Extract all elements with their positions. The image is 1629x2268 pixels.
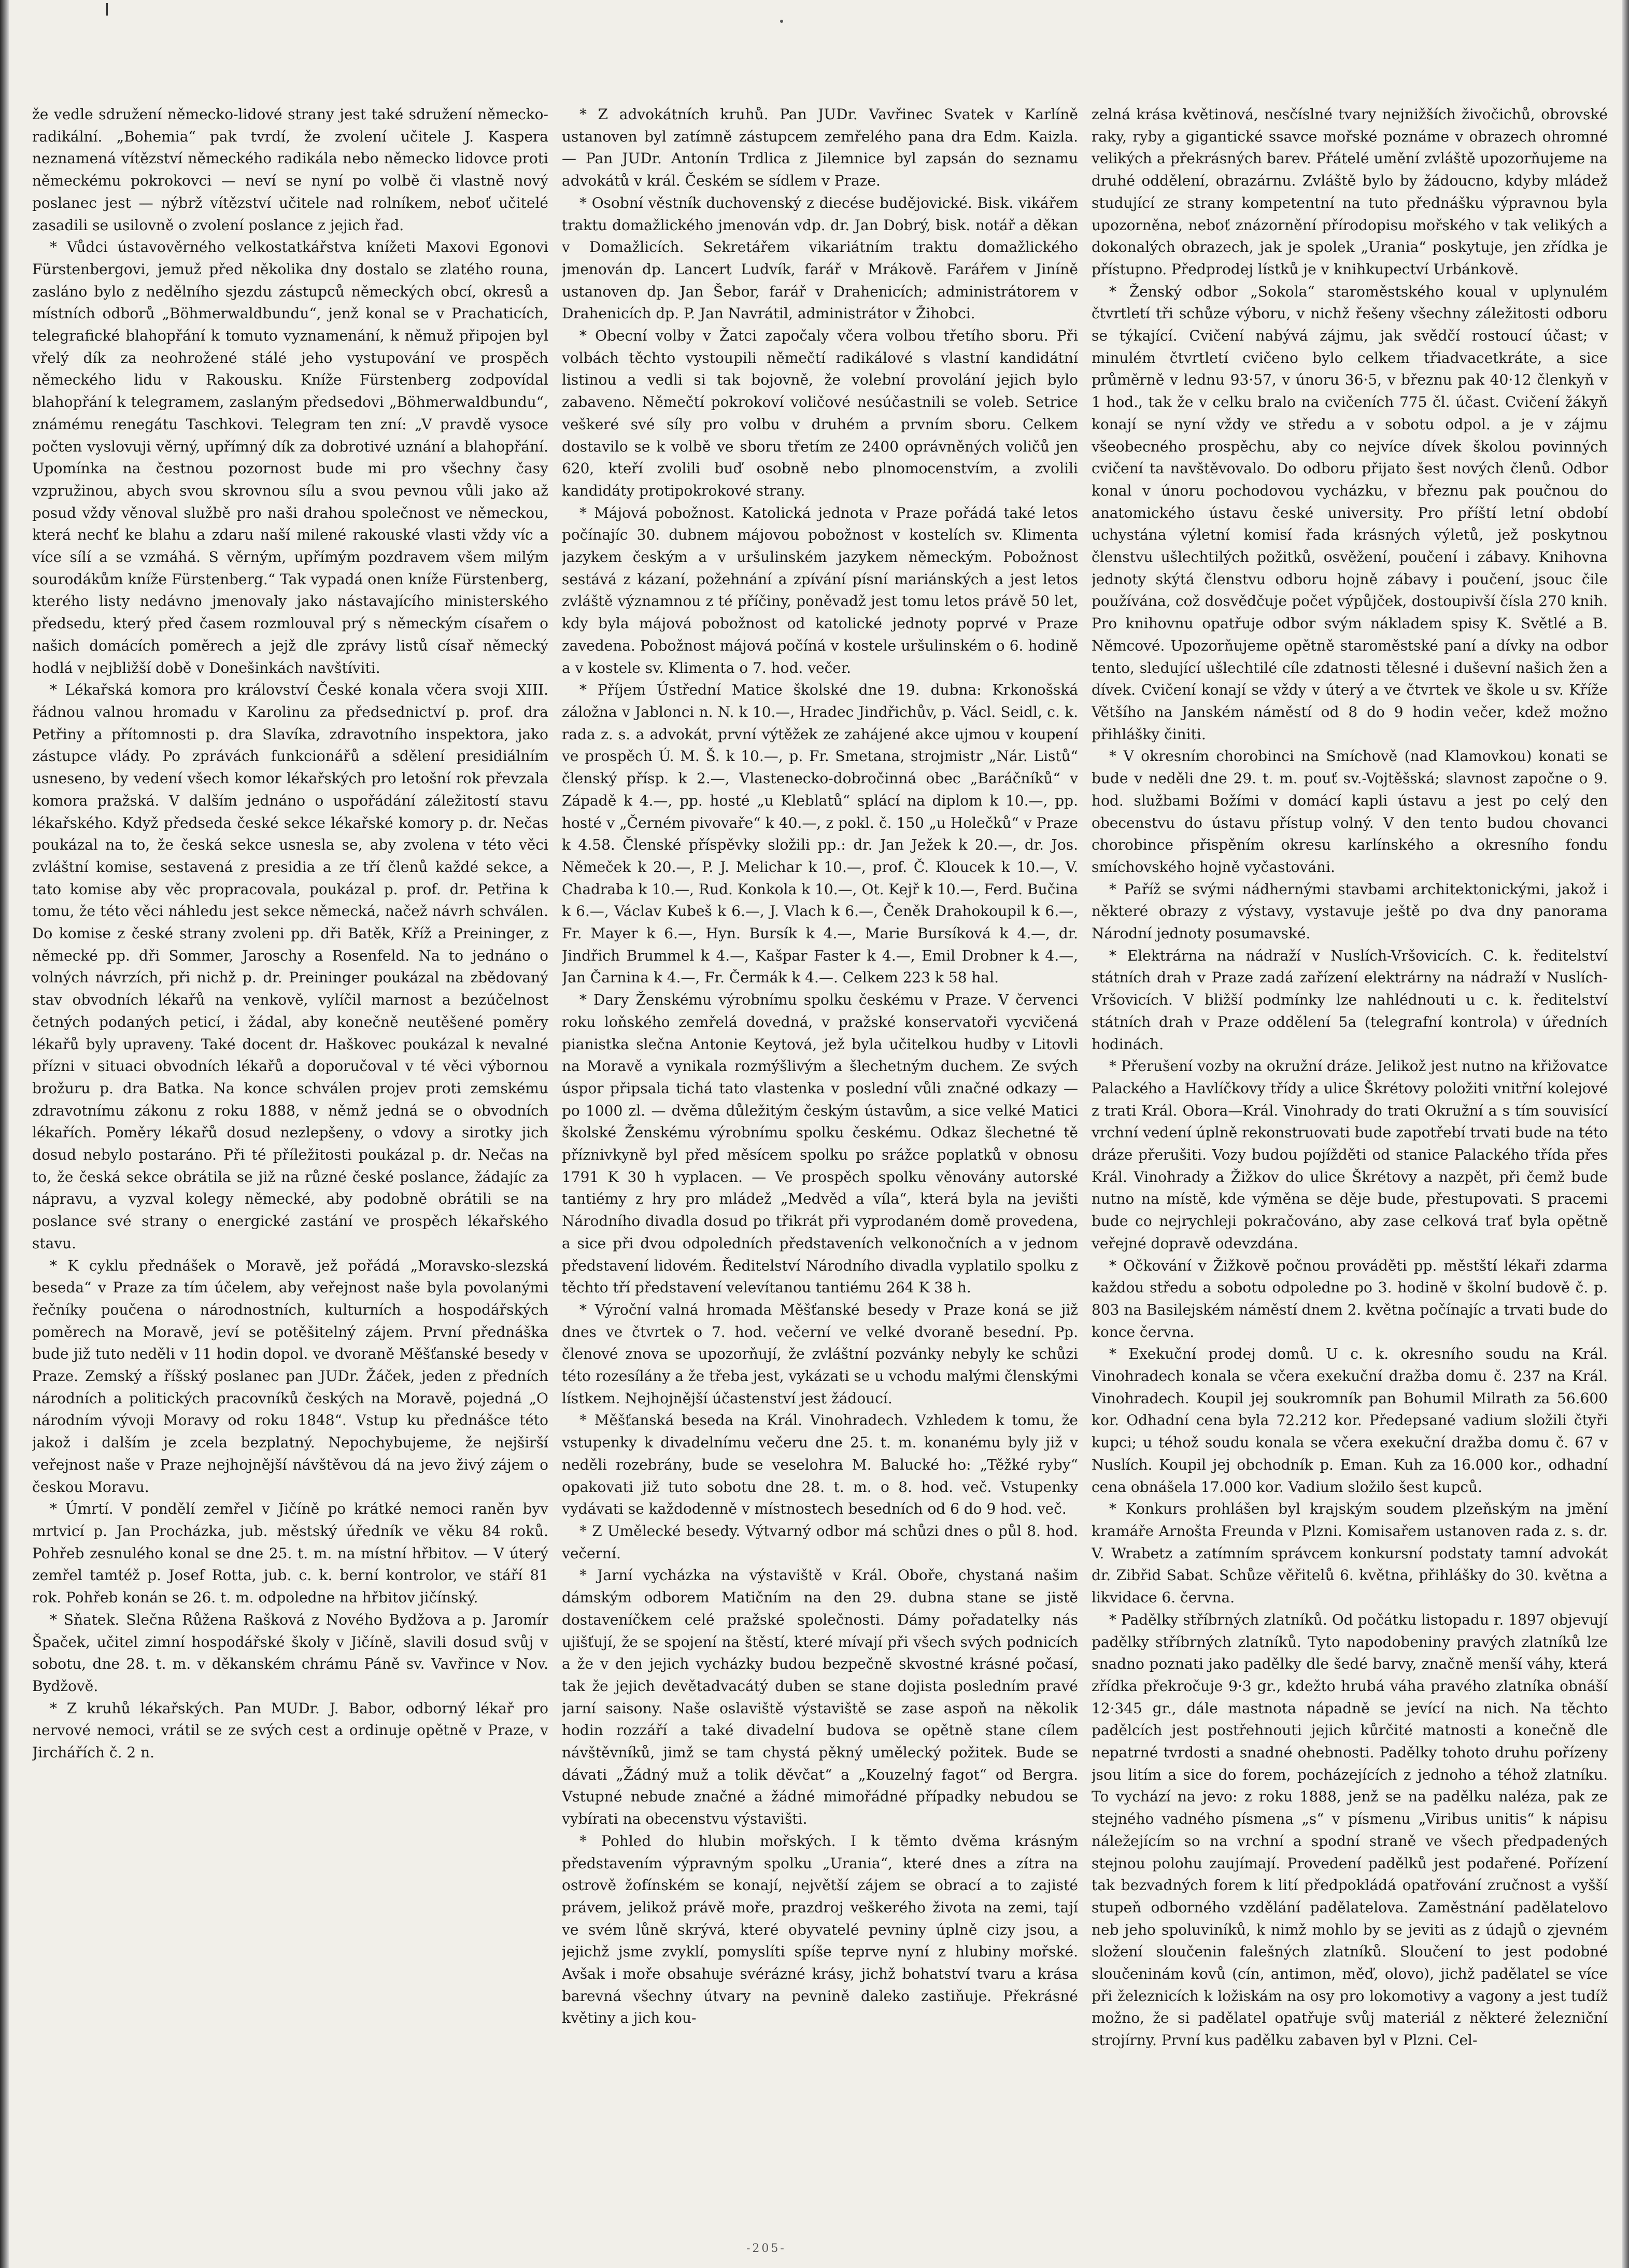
- article-paragraph: * Očkování v Žižkově počnou prováděti pp. městští lékaři zdarma každou středu a sobotu odpoledne po 3. hodině v školní budově č. p. 803 na Basilejském náměstí dnem 2. května počínajíc a trvati bude do konce června.: [1092, 1257, 1608, 1341]
- article-paragraph: * Obecní volby v Žatci započaly včera volbou třetího sboru. Při volbách těchto vystoupili němečtí radikálové s vlastní kandidátní listinou a vedli si tak bojovně, že volební provolání jejich bylo zabaveno. Němečtí pokrokoví voličové nesúčastnili se voleb. Setrice veškeré své síly pro volbu v druhém a prvním sboru. Celkem dostavilo se k volbě ve sboru třetím ze 2400 oprávněných voličů jen 620, kteří zvolili buď osobně nebo plnomocenstvím, a zvolili kandidáty protipokrokové strany.: [562, 327, 1078, 499]
- article-paragraph: * Z Umělecké besedy. Výtvarný odbor má schůzi dnes o půl 8. hod. večerní.: [562, 1523, 1078, 1562]
- article-paragraph: * Ženský odbor „Sokola“ staroměstského koual v uplynulém čtvrtletí tři schůze výboru, v nichž řešeny všechny záležitosti odboru se týkající. Cvičení nabývá zájmu, jak svědčí rostoucí účast; v minulém čtvrtletí cvičeno bylo celkem třiadvacetkráte, a sice průměrně v lednu 93·57, v únoru 36·5, v březnu pak 40·12 členkyň v 1 hod., tak že v celku bralo na cvičeních 775 čl. účast. Cvičení žákyň konají se nyní vždy ve středu a v sobotu odpol. a je v zájmu všeobecného prospěchu, aby co nejvíce dívek školou povinných cvičení ta navštěvovalo. Do odboru přijato šest nových členů. Odbor konal v únoru pochodovou vycházku, v březnu pak poučnou do anatomického ústavu české university. Pro příští letní období uchystána výletní komisí řada krásných výletů, jež poskytnou členstvu ušlechtilých požitků, osvěžení, poučení i zábavy. Knihovna jednoty skýtá členstvu odboru hojně zábavy i poučení, jsouc čile používána, což dosvědčuje počet výpůjček, dostoupivší čísla 270 knih. Pro knihovnu opatřuje odbor svým nákladem spisy K. Světlé a B. Němcové. Upozorňujeme opětně staroměstské paní a dívky na odbor tento, sledující ušlechtilé cíle zdatnosti tělesné i duševní našich žen a dívek. Cvičení konají se vždy v úterý a ve čtvrtek ve škole u sv. Kříže Většího na Janském náměstí od 8 do 9 hodin večer, kdež možno přihlášky činiti.: [1092, 283, 1608, 743]
- article-paragraph: * Měšťanská beseda na Král. Vinohradech. Vzhledem k tomu, že vstupenky k divadelnímu večeru dne 25. t. m. konanému byly již v neděli rozebrány, bude se veselohra M. Balucké ho: „Těžké ryby“ opakovati již tuto sobotu dne 28. t. m. o 8. hod. več. Vstupenky vydávati se každodenně v místnostech besedních od 6 do 9 hod. več.: [562, 1412, 1078, 1518]
- article-paragraph: * Padělky stříbrných zlatníků. Od počátku listopadu r. 1897 objevují padělky stříbrných zlatníků. Tyto napodobeniny pravých zlatníků lze snadno poznati jako padělky dle šedé barvy, značně menší váhy, která zřídka překročuje 9·3 gr., kdežto hrubá váha pravého zlatníka obnáší 12·345 gr., dále mastnota nápadně se jevící na nich. Na těchto padělcích jest postřehnouti jejich kůrčité matnosti a konečně dle nepatrné tvrdosti a snadné ohebnosti. Padělky tohoto druhu pořízeny jsou litím a sice do forem, pocházejících z jednoho a téhož zlatníku. To vychází na jevo: z roku 1888, jenž se na padělku naléza, pak ze stejného vadného písmena „s“ v písmenu „Viribus unitis“ k nápisu náležejícím so na vrchní a spodní straně ve všech předpadených stejnou polohu zaujímají. Provedení padělků jest podařené. Pořízení tak bezvadných forem k lití předpokládá opatřování zručnost a vyšší stupeň odborného vzdělání padělatelova. Zaměstnání padělatelovo neb jeho spoluviníků, k nimž mohlo by se jeviti as z údajů o zjevném složení sloučenin falešných zlatníků. Sloučení to jest podobné sloučeninám kovů (cín, antimon, měď, olovo), jichž padělatel se více při železnicích k ložiskám na osy pro lokomotivy a vagony a jest tudíž možno, že si padělatel opatřuje svůj materiál z některé železniční strojírny. První kus padělku zabaven byl v Plzni. Cel-: [1092, 1611, 1608, 2049]
- column-middle: [562, 104, 1078, 2234]
- article-paragraph: * Exekuční prodej domů. U c. k. okresního soudu na Král. Vinohradech konala se včera exekuční dražba domu č. 237 na Král. Vinohradech. Koupil jej soukromník pan Bohumil Milrath za 56.600 kor. Odhadní cena byla 72.212 kor. Předepsané vadium složili čtyři kupci; u téhož soudu konala se včera exekuční dražba domu č. 67 v Nuslích. Koupil jej obchodník p. Eman. Kuh za 16.000 kor., odhadní cena obnášela 17.000 kor. Vadium složilo šest kupců.: [1092, 1345, 1608, 1496]
- article-paragraph: * Pohled do hlubin mořských. I k těmto dvěma krásným představením výpravným spolku „Urania“, které dnes a zítra na ostrově žofínském se konají, největší zájem se obrací a to zajisté právem, jelikož právě moře, prazdroj veškerého života na zemi, tají ve svém lůně skrývá, které obyvatelé pevniny úplně cizy jsou, a jejichž jsme zvyklí, pomyslíti spíše teprve nyní z hlubiny mořské. Avšak i moře obsahuje svérázné krásy, jichž bohatství tvaru a krása barevná všechny útvary na pevnině daleko zastiňuje. Překrásné květiny a jich kou-: [562, 1832, 1078, 2027]
- article-paragraph: * Výroční valná hromada Měšťanské besedy v Praze koná se již dnes ve čtvrtek o 7. hod. večerní ve velké dvoraně besední. Pp. členové znova se upozorňují, že zvláštní pozvánky nebyly ke schůzi této rozesílány a že třeba jest, vykázati se u vchodu malými členskými lístkem. Nejhojnější účastenství jest žádoucí.: [562, 1301, 1078, 1407]
- print-mark: [106, 3, 108, 16]
- article-paragraph: * Vůdci ústavověrného velkostatkářstva knížeti Maxovi Egonovi Fürstenbergovi, jemuž před několika dny dostalo se zlatého rouna, zasláno bylo z nedělního sjezdu zástupců německých obcí, okresů a místních odborů „Böhmerwaldbundu“, jenž konal se v Prachaticích, telegrafické blahopřání k tomuto vyznamenání, k němuž připojen byl vřelý dík za neohrožené stálé jeho vystupování ve prospěch německého lidu v Rakousku. Kníže Fürstenberg zodpovídal blahopřání k telegramem, zaslaným předsedovi „Böhmerwaldbundu“, známému renegátu Taschkovi. Telegram ten zní: „V pravdě vysoce počten vyslovuji věrný, upřímný dík za dobrotivé uznání a blahopřání. Upomínka na čestnou pozornost bude mi pro všechny časy vzpružinou, abych svou skrovnou sílu a svou pevnou vůli jako až posud vždy věnoval službě pro naši drahou společnost ve německou, která nechť ke blahu a zdaru naší milené rakouské vlasti vždy víc a více sílí a se vzmáhá. S věrným, upřímým pozdravem všem milým sourodákům kníže Fürstenberg.“ Tak vypadá onen kníže Fürstenberg, kterého listy nedávno jmenovaly jako nástavajícího ministerského předsedu, který před časem rozmlouval prý s německým císařem o našich domácích poměrech a jejž dle zprávy listů císař německý hodlá v nejbližší době v Donešinkách navštíviti.: [32, 238, 548, 677]
- column-left: [32, 104, 548, 2234]
- article-paragraph: že vedle sdružení německo-lidové strany jest také sdružení německo-radikální. „Bohemia“ pak tvrdí, že zvolení učitele J. Kaspera neznamená vítězství německého radikála nebo německo lidovce proti německému pokrokovci — neví se nyní po volbě či vlastně nový poslanec jest — nýbrž vítězství učitele nad rolníkem, neboť učitelé zasadili se usilovně o zvolení poslance z jejich řad.: [32, 106, 548, 234]
- scan-edge-right: [1622, 0, 1629, 2268]
- article-paragraph: * Paříž se svými nádhernými stavbami architektonickými, jakož i některé obrazy z výstavy, vystavuje ještě po dva dny panorama Národní jednoty posumavské.: [1092, 880, 1608, 942]
- article-paragraph: * V okresním chorobinci na Smíchově (nad Klamovkou) konati se bude v neděli dne 29. t. m. pouť sv.-Vojtěšská; slavnost započne o 9. hod. službami Božími v domácí kapli ústavu a jest po celý den obecenstvu do ústavu přístup volný. V den tento budou chovanci chorobince přispěním okresu karlínského a okresního fondu smíchovského hojně vyčastováni.: [1092, 748, 1608, 876]
- scan-edge-left: [0, 0, 9, 2268]
- article-paragraph: * Z kruhů lékařských. Pan MUDr. J. Babor, odborný lékař pro nervové nemoci, vrátil se ze svých cest a ordinuje opětně v Praze, v Jirchářích č. 2 n.: [32, 1699, 548, 1762]
- print-dot: [780, 20, 783, 23]
- page-folio: -205-: [746, 2242, 786, 2255]
- article-paragraph: * Májová pobožnost. Katolická jednota v Praze pořádá také letos počínajíc 30. dubnem májovou pobožnost v kostelích sv. Klimenta jazykem českým a v uršulinském jazykem německým. Pobožnost sestává z kázaní, požehnání a zpívání písní mariánských a jest letos zvláště významnou z té příčiny, poněvadž jest tomu letos právě 50 let, kdy byla májová pobožnost od katolické jednoty poprvé v Praze zavedena. Pobožnost májová počíná v kostele uršulinském o 6. hodině a v kostele sv. Klimenta o 7. hod. večer.: [562, 504, 1078, 677]
- article-paragraph: * Konkurs prohlášen byl krajským soudem plzeňským na jmění kramáře Arnošta Freunda v Plzni. Komisařem ustanoven rada z. s. dr. V. Wrabetz a zatímním správcem konkursní podstaty tamní advokát dr. Zibřid Sabat. Schůze věřitelů 6. května, přihlášky do 30. května a likvidace 6. června.: [1092, 1500, 1608, 1607]
- column-right: [1092, 104, 1608, 2234]
- article-paragraph: zelná krása květinová, nesčíslné tvary nejnižších živočichů, obrovské raky, ryby a gigantické ssavce mořské poznáme v obrazech ohromné velikých a překrásných barev. Přátelé umění zvláště upozorňujeme na druhé oddělení, obrazárnu. Zvláště bylo by žádoucno, kdyby mládež studující ze strany kompetentní na tuto přednášku výpravnou byla upozorněna, neboť znázornění přírodopisu mořského v tak velikých a dokonalých obrazech, jak je spolek „Urania“ poskytuje, jen zřídka je přístupno. Předprodej lístků je v knihkupectví Urbánkově.: [1092, 106, 1608, 278]
- article-paragraph: * Lékařská komora pro království České konala včera svoji XIII. řádnou valnou hromadu v Karolinu za předsednictví p. prof. dra Petřiny a přítomnosti p. dra Slavíka, zdravotního inspektora, jako zástupce vlády. Po zprávách funkcionářů a sdělení presidiálním usneseno, by vedení všech komor lékařských pro letošní rok převzala komora pražská. V dalším jednáno o uspořádání záležitostí stavu lékařského. Když předseda české sekce lékařské komory p. dr. Nečas poukázal na to, že česká sekce usnesla se, aby zvolena v této věci zvláštní komise, sestavená z presidia a ze tří členů každé sekce, a tato komise aby věc propracovala, poukázal p. prof. dr. Petřina k tomu, že této věci náhledu jest sekce německá, načež návrh schválen. Do komise z české strany zvoleni pp. dři Batěk, Kříž a Preininger, z německé pp. dři Sommer, Jaroschy a Rosenfeld. Na to jednáno o volných návrzích, při nichž p. dr. Preininger poukázal na zbědovaný stav obvodních lékařů na venkově, vylíčil marnost a bezúčelnost četných podaných peticí, i žádal, aby konečně neutěšené poměry lékařů byly upraveny. Také docent dr. Haškovec poukázal k nevalné přízni v situaci obvodních lékařů a doporučoval v té věci výbornou brožuru p. dra Batka. Na konce schválen projev proti zemskému zdravotnímu zákonu z roku 1888, v němž jedná se o obvodních lékařích. Poměry lékařů dosud nezlepšeny, o vdovy a sirotky jich dosud nebylo postaráno. Při té příležitosti poukázal p. dr. Nečas na to, že česká sekce obrátila se již na různé české poslance, žádajíc za nápravu, a vyzval kolegy německé, aby podobně obrátili se na poslance své strany o energické zastání ve prospěch lékařského stavu.: [32, 681, 548, 1252]
- article-paragraph: * Elektrárna na nádraží v Nuslích-Vršovicích. C. k. ředitelství státních drah v Praze zadá zařízení elektrárny na nádraží v Nuslích-Vršovicích. V bližší podmínky lze nahlédnouti u c. k. ředitelství státních drah v Praze oddělení 5a (telegrafní kontrola) v úředních hodinách.: [1092, 947, 1608, 1053]
- article-paragraph: * K cyklu přednášek o Moravě, jež pořádá „Moravsko-slezská beseda“ v Praze za tím účelem, aby veřejnost naše byla povolanými řečníky poučena o národnostních, kulturních a hospodářských poměrech na Moravě, jeví se potěšitelný zájem. První přednáška bude již tuto neděli v 11 hodin dopol. ve dvoraně Měšťanské besedy v Praze. Zemský a říšský poslanec pan JUDr. Žáček, jeden z předních národních a politických pracovníků českých na Moravě, pojedná „O národním vývoji Moravy od roku 1848“. Vstup ku přednášce této jakož i dalším je zcela bezplatný. Nepochybujeme, že nejširší veřejnost naše v Praze nejhojnější návštěvou dá na jevo živý zájem o českou Moravu.: [32, 1257, 548, 1496]
- article-paragraph: * Přerušení vozby na okružní dráze. Jelikož jest nutno na křižovatce Palackého a Havlíčkovy třídy a ulice Škrétovy položiti vnitřní kolejové z trati Král. Obora—Král. Vinohrady do trati Okružní a s tím souvisící vrchní vedení úplně rekonstruovati bude zapotřebí trvati bude na této dráze přerušiti. Vozy budou pojížděti od stanice Palackého třída přes Král. Vinohrady a Žižkov do ulice Škrétovy a nazpět, při čemž bude nutno na místě, kde výměna se děje bude, přestupovati. S pracemi bude co nejrychleji pokračováno, aby zase celková trať byla opětně veřejné dopravě odevzdána.: [1092, 1058, 1608, 1252]
- article-paragraph: * Příjem Ústřední Matice školské dne 19. dubna: Krkonošská záložna v Jablonci n. N. k 10.—, Hradec Jindřichův, p. Václ. Seidl, c. k. rada z. s. a advokát, první výtěžek ze zahájené akce ujmou v koupení ve prospěch Ú. M. Š. k 10.—, p. Fr. Smetana, strojmistr „Nár. Listů“ členský přísp. k 2.—, Vlastenecko-dobročinná obec „Baráčníků“ v Západě k 4.—, pp. hosté „u Kleblatů“ splácí na diplom k 10.—, pp. hosté v „Černém pivovaře“ k 40.—, z pokl. č. 150 „u Holečků“ v Praze k 4.58. Členské příspěvky složili pp.: dr. Jan Ježek k 20.—, dr. Jos. Němeček k 20.—, P. J. Melichar k 10.—, prof. Č. Kloucek k 10.—, V. Chadraba k 10.—, Rud. Konkola k 10.—, Ot. Kejř k 10.—, Ferd. Bučina k 6.—, Václav Kubeš k 6.—, J. Vlach k 6.—, Čeněk Drahokoupil k 6.—, Fr. Mayer k 6.—, Hyn. Bursík k 4.—, Marie Bursíková k 4.—, dr. Jindřich Brummel k 4.—, Kašpar Faster k 4.—, Emil Drobner k 4.—, Jan Čarnina k 4.—, Fr. Čermák k 4.—. Celkem 223 k 58 hal.: [562, 681, 1078, 987]
- article-paragraph: * Úmrtí. V pondělí zemřel v Jičíně po krátké nemoci raněn byv mrtvicí p. Jan Procházka, jub. městský úředník ve věku 84 roků. Pohřeb zesnulého konal se dne 25. t. m. na místní hřbitov. — V úterý zemřel tamtéž p. Josef Rotta, jub. c. k. berní kontrolor, ve stáří 81 rok. Pohřeb konán se 26. t. m. odpoledne na hřbitov jičínský.: [32, 1500, 548, 1607]
- article-paragraph: * Osobní věstník duchovenský z diecése budějovické. Bisk. vikářem traktu domažlického jmenován vdp. dr. Jan Dobrý, bisk. notář a děkan v Domažlicích. Sekretářem vikariátním traktu domažlického jmenován dp. Lancert Ludvík, farář v Mrákově. Farářem v Jiníně ustanoven dp. Jan Šebor, farář v Drahenicích; administrátorem v Drahenicích dp. P. Jan Navrátil, administrátor v Žihobci.: [562, 194, 1078, 322]
- newspaper-page: [32, 104, 1608, 2234]
- article-paragraph: * Jarní vycházka na výstaviště v Král. Oboře, chystaná našim dámským odborem Matičním na den 29. dubna stane se jistě dostaveníčkem celé pražské společnosti. Dámy pořadatelky nás ujišťují, že se spojení na štěstí, které mívají při všech svých podnicích a že v den jejich vycházky budou bezpečně skvostné krásné počasí, tak že jejich devětadvacátý duben se stane dojista posledním pravé jarní saisony. Naše oslaviště výstaviště se zase aspoň na několik hodin rozzáří a také divadelní budova se opětně stane cílem návštěvníků, jimž se tam chystá pěkný umělecký požitek. Bude se dávati „Žádný muž a tolik děvčat“ a „Kouzelný fagot“ od Bergra. Vstupné nebude značné a žádné mimořádné případky nebudou se vybírati na obecenstvu výstavišti.: [562, 1567, 1078, 1828]
- article-paragraph: * Dary Ženskému výrobnímu spolku českému v Praze. V červenci roku loňského zemřelá dovedná, v pražské konservatoři vycvičená pianistka slečna Antonie Keytová, jež byla učitelkou hudby v Litovli na Moravě a vynikala rozmýšlivým a šlechetným duchem. Ze svých úspor připsala tichá tato vlastenka v poslední vůli značné odkazy — po 1000 zl. — dvěma důležitým českým ústavům, a sice velké Matici školské Ženskému výrobnímu spolku českému. Odkaz šlechetné tě příznivkyně byl před měsícem spolku po srážce poplatků v obnosu 1791 K 30 h vyplacen. — Ve prospěch spolku věnovány autorské tantiémy z hry pro mládež „Medvěd a víla“, která byla na jevišti Národního divadla dosud po třikrát při vyprodaném domě provedena, a sice při dvou odpoledních představeních velkonočních a v jednom představení lidovém. Ředitelství Národního divadla vyplatilo spolku z těchto tří představení velevítanou tantiému 264 K 38 h.: [562, 991, 1078, 1297]
- article-paragraph: * Sňatek. Slečna Růžena Rašková z Nového Bydžova a p. Jaromír Špaček, učitel zimní hospodářské školy v Jičíně, slavili dosud svůj v sobotu, dne 28. t. m. v děkanském chrámu Páně sv. Vavřince v Nov. Bydžově.: [32, 1611, 548, 1695]
- article-paragraph: * Z advokátních kruhů. Pan JUDr. Vavřinec Svatek v Karlíně ustanoven byl zatímně zástupcem zemřelého pana dra Edm. Kaizla. — Pan JUDr. Antonín Trdlica z Jilemnice byl zapsán do seznamu advokátů v král. Českém se sídlem v Praze.: [562, 106, 1078, 190]
